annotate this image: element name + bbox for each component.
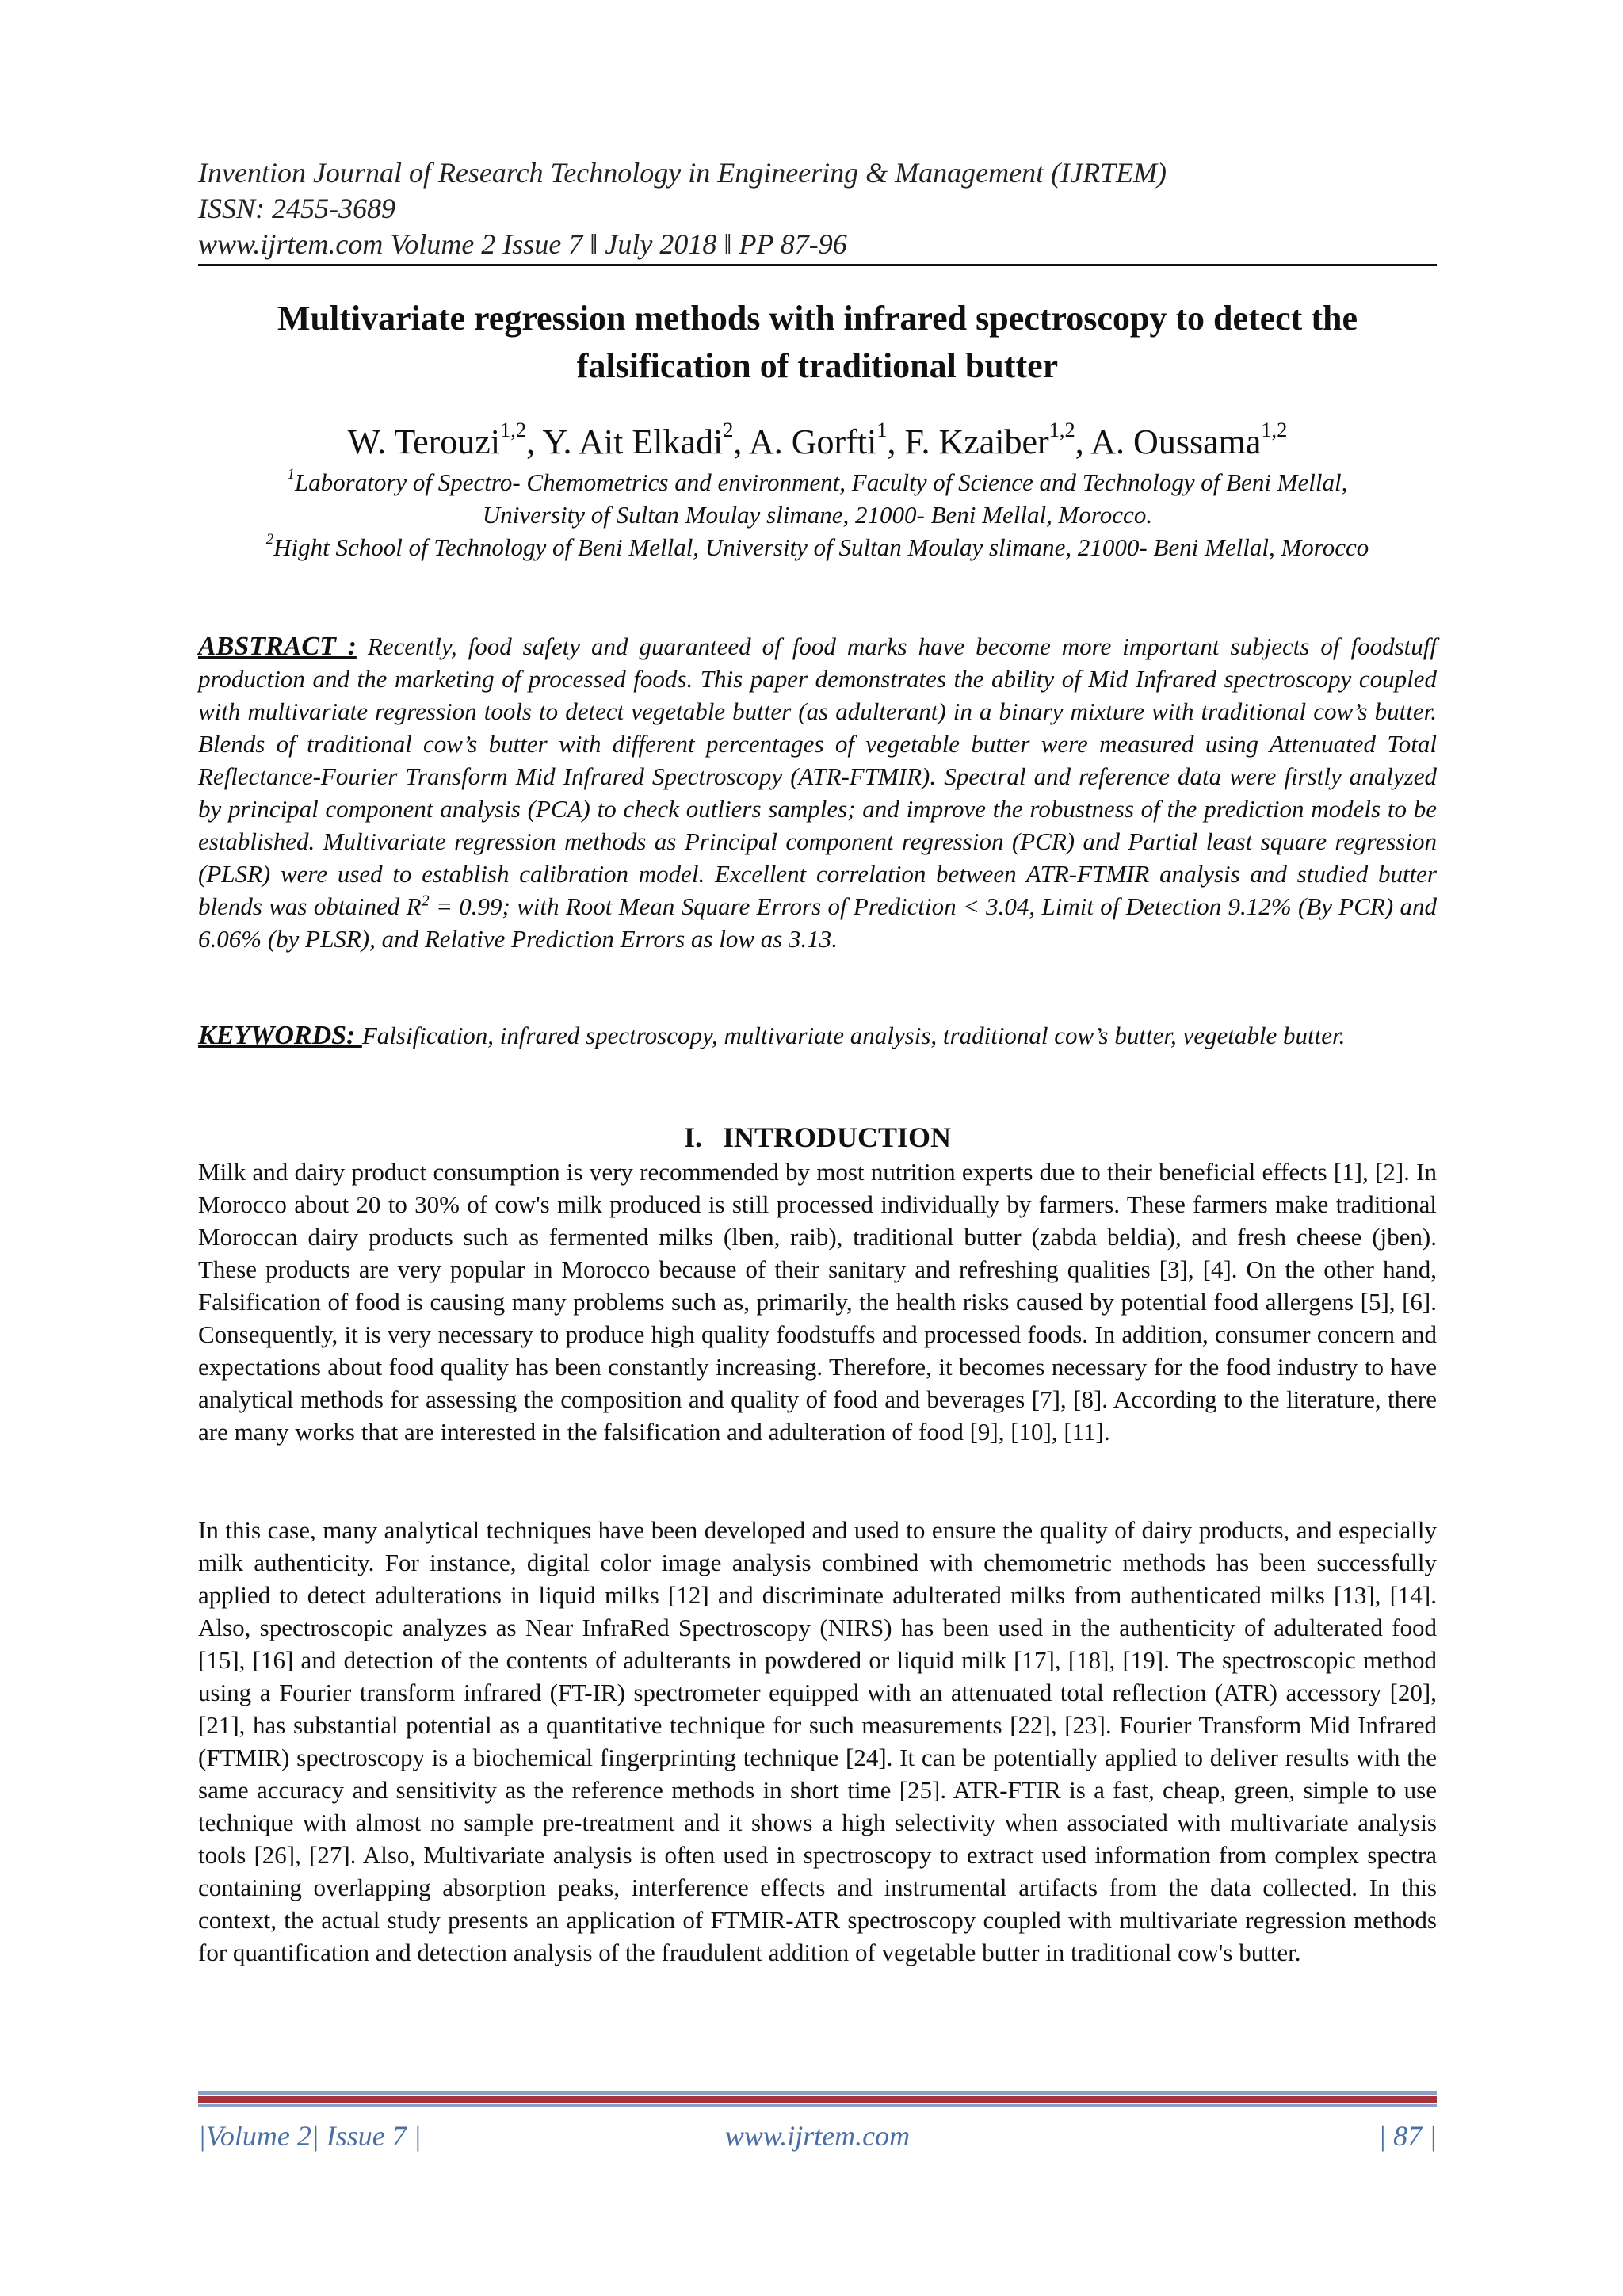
footer-rule-red (198, 2096, 1437, 2103)
section-title: INTRODUCTION (722, 1121, 952, 1153)
affiliations (198, 466, 1437, 563)
author-name: A. Oussama (1090, 422, 1262, 461)
author-separator: , (1075, 422, 1091, 461)
footer-page-number: | 87 | (1378, 2120, 1437, 2152)
author-separator: , (887, 422, 905, 461)
footer-rule-blue-top (198, 2091, 1437, 2095)
header-rule (198, 264, 1437, 266)
affiliation-2-text: Hight School of Technology of Beni Mellal, University of Sultan Moulay slimane, 21000- Beni Mellal, Morocco (273, 533, 1369, 561)
keywords (198, 1019, 1437, 1052)
author-name: W. Terouzi (347, 422, 501, 461)
journal-volume-info: www.ijrtem.com Volume 2 Issue 7 ǁ July 2018 ǁ PP 87-96 (198, 228, 847, 260)
keywords-text: Falsification, infrared spectroscopy, multivariate analysis, traditional cow’s butter, vegetable butter. (361, 1022, 1346, 1049)
abstract (198, 630, 1437, 955)
abstract-text: Recently, food safety and guaranteed of food marks have become more important subjects of foodstuff production and the marketing of processed foods. This paper demonstrates the ability of Mid Infrared spectroscopy coupled with multivariate regression tools to detect vegetable butter (as adulterant) in a binary mixture with traditional cow’s butter. Blends of traditional cow’s butter with different percentages of vegetable butter were measured using Attenuated Total Reflectance-Fourier Transform Mid Infrared Spectroscopy (ATR-FTMIR). Spectral and reference data were firstly analyzed by principal component analysis (PCA) to check outliers samples; and improve the robustness of the prediction models to be established. Multivariate regression methods as Principal component regression (PCR) and Partial least square regression (PLSR) were used to establish calibration model. Excellent correlation between ATR-FTMIR analysis and studied butter blends was obtained R (198, 632, 1437, 920)
footer-website: www.ijrtem.com (724, 2120, 911, 2152)
paper-title (198, 295, 1437, 390)
paper-title-line-2: falsification of traditional butter (576, 346, 1059, 385)
abstract-text-continued: = 0.99; with Root Mean Square Errors of Prediction < 3.04, Limit of Detection 9.12% (By PCR) and 6.06% (by PLSR), and Relative Prediction Errors as low as 3.13. (198, 892, 1437, 953)
footer-volume-issue: |Volume 2| Issue 7 | (198, 2120, 422, 2152)
author-name: F. Kzaiber (904, 422, 1049, 461)
abstract-superscript: 2 (421, 892, 430, 910)
affiliation-mark: 2 (265, 530, 274, 548)
affiliation-2 (198, 531, 1437, 563)
author-affiliation-mark: 1,2 (1048, 418, 1075, 442)
intro-paragraph-1: Milk and dairy product consumption is very recommended by most nutrition experts due to their beneficial effects [1], [2]. In Morocco about 20 to 30% of cow's milk produced is still processed individually by farmers. These farmers make traditional Moroccan dairy products such as fermented milks (lben, raib), traditional butter (zabda beldia), and fresh cheese (jben). These products are very popular in Morocco because of their sanitary and refreshing qualities [3], [4]. On the other hand, Falsification of food is causing many problems such as, primarily, the health risks caused by potential food allergens [5], [6]. Consequently, it is very necessary to produce high quality foodstuffs and processed foods. In addition, consumer concern and expectations about food quality has been constantly increasing. Therefore, it becomes necessary for the food industry to have analytical methods for assessing the composition and quality of food and beverages [7], [8]. According to the literature, there are many works that are interested in the falsification and adulteration of food [9], [10], [11]. (198, 1158, 1437, 1446)
author-affiliation-mark: 1,2 (500, 418, 527, 442)
affiliation-1 (198, 466, 1437, 499)
journal-name: Invention Journal of Research Technology in Engineering & Management (IJRTEM) (198, 157, 1167, 189)
author-separator: , (526, 422, 543, 461)
paper-title-line-1: Multivariate regression methods with infrared spectroscopy to detect the (277, 299, 1358, 338)
affiliation-1-line-2: University of Sultan Moulay slimane, 21000- Beni Mellal, Morocco. (482, 501, 1153, 529)
journal-header (198, 155, 1437, 262)
page-footer (198, 2118, 1437, 2154)
author-name: Y. Ait Elkadi (542, 422, 724, 461)
affiliation-1-line-1: Laboratory of Spectro- Chemometrics and environment, Faculty of Science and Technology of Beni Mellal, (294, 468, 1348, 496)
section-number: I. (683, 1121, 702, 1153)
author-name: A. Gorfti (748, 422, 877, 461)
author-separator: , (733, 422, 749, 461)
author-affiliation-mark: 1 (876, 418, 888, 442)
author-affiliation-mark: 2 (723, 418, 734, 442)
keywords-label: KEYWORDS: (198, 1021, 362, 1050)
affiliation-mark: 1 (287, 465, 295, 483)
author-affiliation-mark: 1,2 (1261, 418, 1288, 442)
section-heading (198, 1120, 1437, 1155)
author-list (198, 420, 1437, 464)
footer-rule-blue-bottom (198, 2104, 1437, 2107)
abstract-label: ABSTRACT : (198, 632, 357, 661)
journal-issn: ISSN: 2455-3689 (198, 193, 395, 224)
intro-paragraph-2: In this case, many analytical techniques have been developed and used to ensure the quality of dairy products, and especially milk authenticity. For instance, digital color image analysis combined with chemometric methods has been successfully applied to detect adulterations in liquid milks [12] and discriminate adulterated milks from authenticated milks [13], [14]. Also, spectroscopic analyzes as Near InfraRed Spectroscopy (NIRS) has been used in the authenticity of adulterated food [15], [16] and detection of the contents of adulterants in powdered or liquid milk [17], [18], [19]. The spectroscopic method using a Fourier transform infrared (FT-IR) spectrometer equipped with an attenuated total reflection (ATR) accessory [20], [21], has substantial potential as a quantitative technique for such measurements [22], [23]. Fourier Transform Mid Infrared (FTMIR) spectroscopy is a biochemical fingerprinting technique [24]. It can be potentially applied to deliver results with the same accuracy and sensitivity as the reference methods in short time [25]. ATR-FTIR is a fast, cheap, green, simple to use technique with almost no sample pre-treatment and it shows a high selectivity when associated with multivariate analysis tools [26], [27]. Also, Multivariate analysis is often used in spectroscopy to extract used information from complex spectra containing overlapping absorption peaks, interference effects and instrumental artifacts from the data collected. In this context, the actual study presents an application of FTMIR-ATR spectroscopy coupled with multivariate regression methods for quantification and detection analysis of the fraudulent addition of vegetable butter in traditional cow's butter. (198, 1516, 1437, 1966)
